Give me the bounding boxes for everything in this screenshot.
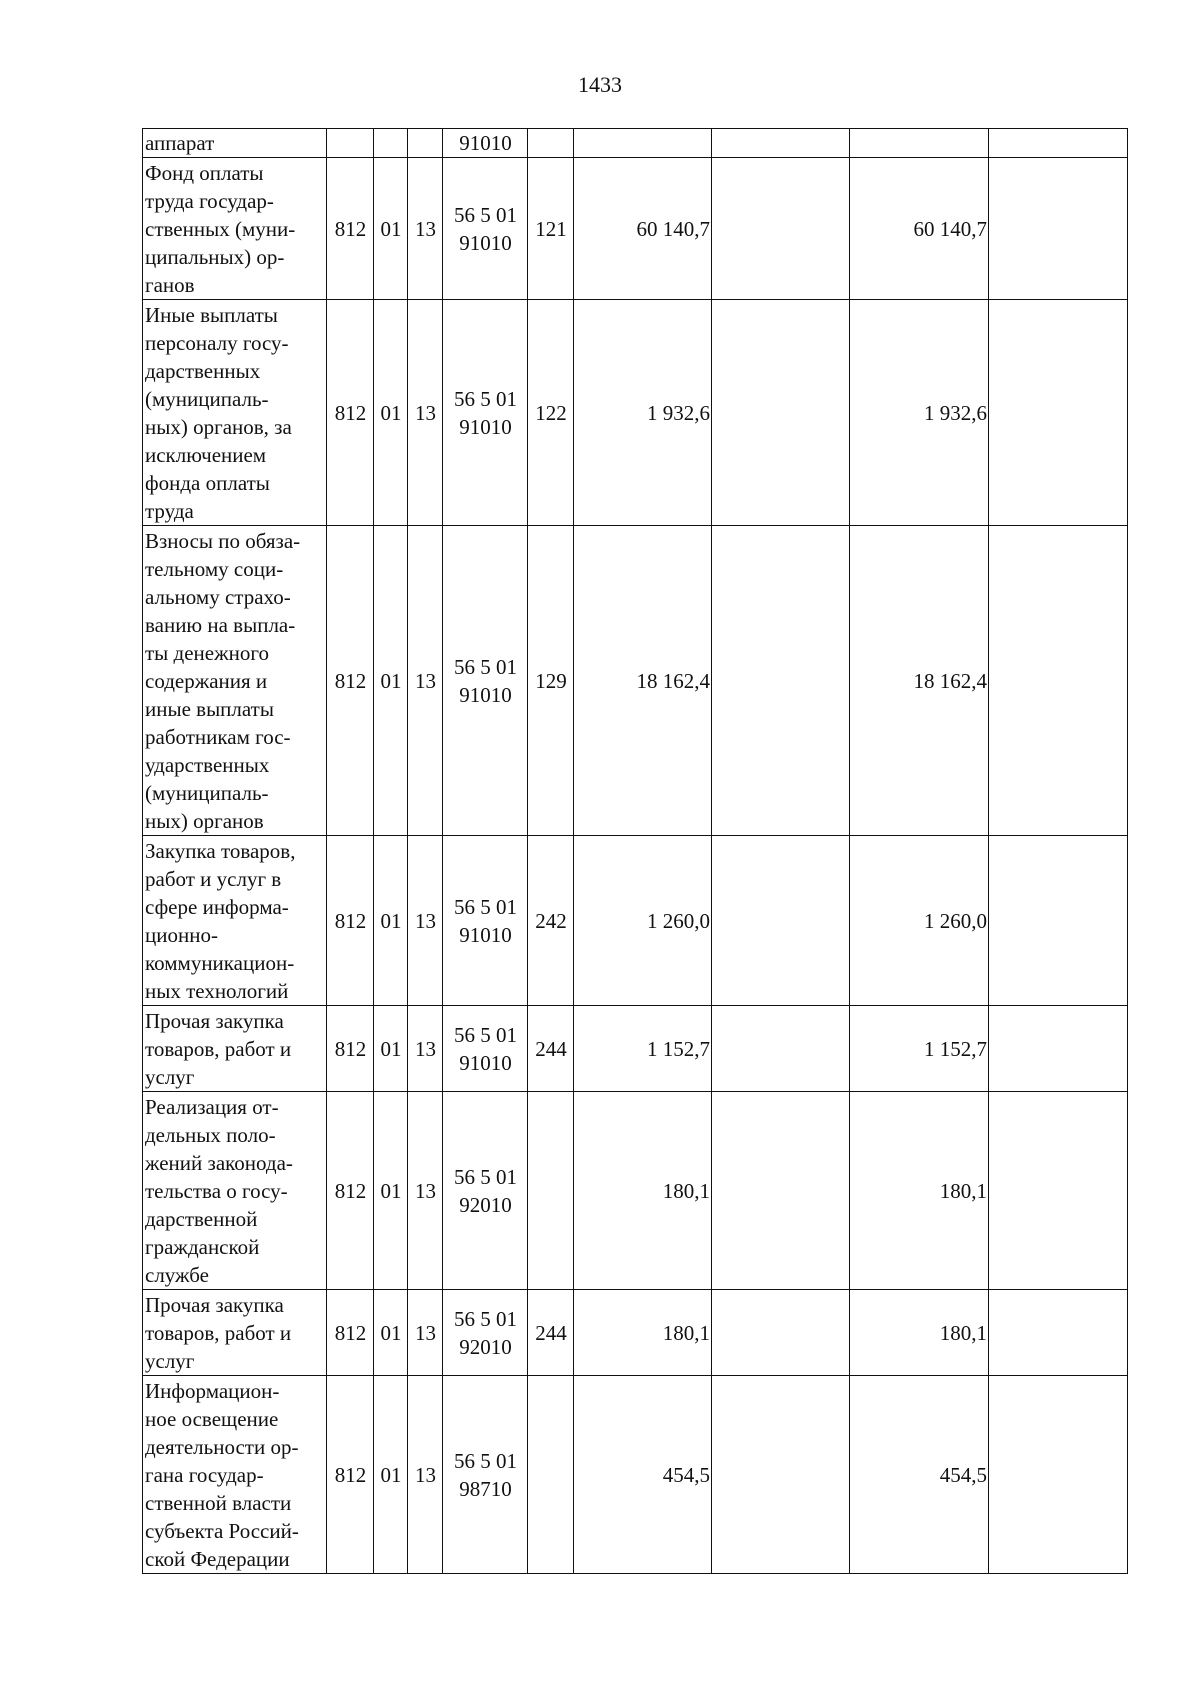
row-amount-col3	[850, 129, 989, 158]
row-amount-col2	[712, 1290, 850, 1376]
table-row	[143, 1006, 1128, 1092]
row-amount-total: 180,1	[574, 1290, 712, 1376]
row-amount-total: 60 140,7	[574, 158, 712, 300]
row-amount-col2	[712, 1092, 850, 1290]
row-amount-total: 1 152,7	[574, 1006, 712, 1092]
row-amount-col4	[989, 158, 1128, 300]
row-target-article: 56 5 01 98710	[443, 1376, 528, 1574]
row-amount-total: 1 260,0	[574, 836, 712, 1006]
row-gov-code: 812	[327, 1290, 374, 1376]
row-expense-type: 242	[528, 836, 574, 1006]
row-expense-type: 121	[528, 158, 574, 300]
row-expense-type: 244	[528, 1290, 574, 1376]
row-gov-code: 812	[327, 1092, 374, 1290]
row-subsection: 13	[408, 158, 443, 300]
row-name: Закупка товаров, работ и услуг в сфере информа- ционно- коммуникацион- ных технологий	[143, 836, 327, 1006]
row-section	[374, 129, 408, 158]
row-section: 01	[374, 1290, 408, 1376]
row-name: Информацион- ное освещение деятельности ор- гана государ- ственной власти субъекта Россий- ской Федерации	[143, 1376, 327, 1574]
row-amount-col4	[989, 1006, 1128, 1092]
row-subsection	[408, 129, 443, 158]
row-subsection: 13	[408, 300, 443, 526]
row-amount-col3: 1 152,7	[850, 1006, 989, 1092]
row-amount-col4	[989, 1290, 1128, 1376]
row-amount-col3: 180,1	[850, 1092, 989, 1290]
row-name: Реализация от- дельных поло- жений законода- тельства о госу- дарственной гражданской службе	[143, 1092, 327, 1290]
row-amount-col2	[712, 129, 850, 158]
row-section: 01	[374, 1376, 408, 1574]
row-subsection: 13	[408, 1092, 443, 1290]
row-amount-total: 180,1	[574, 1092, 712, 1290]
row-target-article: 56 5 01 92010	[443, 1092, 528, 1290]
budget-table	[142, 128, 1128, 1574]
row-amount-col4	[989, 1092, 1128, 1290]
table-row	[143, 1092, 1128, 1290]
row-amount-col2	[712, 158, 850, 300]
row-name: Взносы по обяза- тельному соци- альному страхо- ванию на выпла- ты денежного содержания и иные выплаты работникам гос- ударственных (муниципаль- ных) органов	[143, 526, 327, 836]
table-row	[143, 129, 1128, 158]
table-row	[143, 300, 1128, 526]
row-target-article: 91010	[443, 129, 528, 158]
row-amount-col3: 60 140,7	[850, 158, 989, 300]
row-name: Фонд оплаты труда государ- ственных (муни- ципальных) ор- ганов	[143, 158, 327, 300]
row-expense-type	[528, 1376, 574, 1574]
row-subsection: 13	[408, 1376, 443, 1574]
row-target-article: 56 5 01 91010	[443, 1006, 528, 1092]
row-amount-total: 454,5	[574, 1376, 712, 1574]
row-expense-type: 244	[528, 1006, 574, 1092]
row-expense-type	[528, 129, 574, 158]
row-amount-col4	[989, 836, 1128, 1006]
row-gov-code: 812	[327, 526, 374, 836]
row-name: Прочая закупка товаров, работ и услуг	[143, 1290, 327, 1376]
row-expense-type: 122	[528, 300, 574, 526]
row-subsection: 13	[408, 1290, 443, 1376]
table-row	[143, 836, 1128, 1006]
table-row	[143, 158, 1128, 300]
row-amount-col3: 454,5	[850, 1376, 989, 1574]
row-amount-col4	[989, 300, 1128, 526]
row-subsection: 13	[408, 836, 443, 1006]
row-gov-code: 812	[327, 158, 374, 300]
row-amount-col2	[712, 300, 850, 526]
row-target-article: 56 5 01 91010	[443, 836, 528, 1006]
row-amount-col4	[989, 1376, 1128, 1574]
row-target-article: 56 5 01 91010	[443, 300, 528, 526]
row-amount-col2	[712, 1376, 850, 1574]
table-row	[143, 1376, 1128, 1574]
row-amount-total: 18 162,4	[574, 526, 712, 836]
row-target-article: 56 5 01 91010	[443, 158, 528, 300]
table-row	[143, 526, 1128, 836]
budget-table-body	[143, 129, 1128, 1574]
row-amount-col3: 180,1	[850, 1290, 989, 1376]
row-section: 01	[374, 1092, 408, 1290]
row-amount-total	[574, 129, 712, 158]
row-target-article: 56 5 01 92010	[443, 1290, 528, 1376]
row-name: аппарат	[143, 129, 327, 158]
row-gov-code: 812	[327, 300, 374, 526]
row-subsection: 13	[408, 526, 443, 836]
row-amount-total: 1 932,6	[574, 300, 712, 526]
row-amount-col2	[712, 526, 850, 836]
row-gov-code: 812	[327, 1376, 374, 1574]
row-amount-col4	[989, 526, 1128, 836]
row-gov-code	[327, 129, 374, 158]
row-expense-type: 129	[528, 526, 574, 836]
row-gov-code: 812	[327, 836, 374, 1006]
row-subsection: 13	[408, 1006, 443, 1092]
row-section: 01	[374, 1006, 408, 1092]
table-row	[143, 1290, 1128, 1376]
row-amount-col4	[989, 129, 1128, 158]
row-amount-col3: 1 932,6	[850, 300, 989, 526]
row-section: 01	[374, 300, 408, 526]
row-section: 01	[374, 836, 408, 1006]
row-target-article: 56 5 01 91010	[443, 526, 528, 836]
row-section: 01	[374, 158, 408, 300]
row-amount-col2	[712, 1006, 850, 1092]
row-amount-col3: 18 162,4	[850, 526, 989, 836]
row-gov-code: 812	[327, 1006, 374, 1092]
row-expense-type	[528, 1092, 574, 1290]
row-name: Иные выплаты персоналу госу- дарственных (муниципаль- ных) органов, за исключением фонда оплаты труда	[143, 300, 327, 526]
row-name: Прочая закупка товаров, работ и услуг	[143, 1006, 327, 1092]
row-amount-col2	[712, 836, 850, 1006]
page-number: 1433	[578, 72, 622, 97]
row-amount-col3: 1 260,0	[850, 836, 989, 1006]
row-section: 01	[374, 526, 408, 836]
